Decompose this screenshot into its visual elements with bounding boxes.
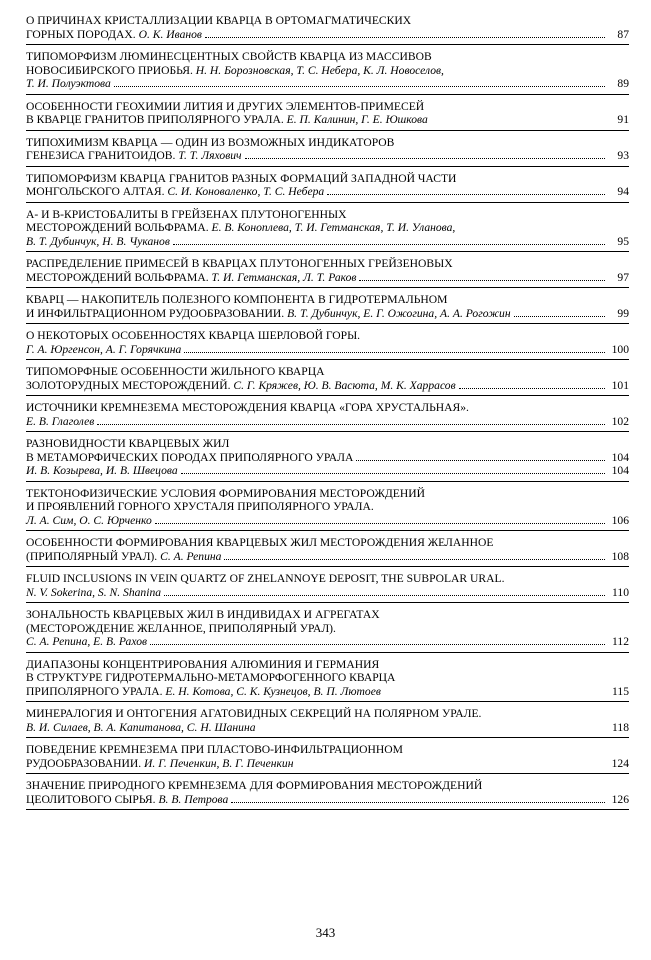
toc-entry[interactable]: [26, 365, 629, 396]
toc-entry[interactable]: [26, 658, 629, 703]
toc-entry[interactable]: [26, 707, 629, 738]
entry-page-number[interactable]: 104: [611, 464, 629, 477]
entry-authors: В. Т. Дубинчук, Н. В. Чуканов: [26, 234, 170, 248]
entry-page-number[interactable]: 124: [611, 756, 629, 770]
entry-authors: С. Г. Кряжев, Ю. В. Васюта, М. К. Харрасов: [233, 378, 456, 392]
entry-authors: С. И. Коноваленко, Т. С. Небера: [167, 185, 325, 198]
toc-entry-line: [26, 608, 629, 622]
entry-authors: Т. И. Гетманская, Л. Т. Раков: [211, 270, 357, 284]
entry-title: РАЗНОВИДНОСТИ КВАРЦЕВЫХ ЖИЛ: [26, 437, 230, 450]
dot-leader: [97, 424, 605, 425]
entry-title: ТЕКТОНОФИЗИЧЕСКИЕ УСЛОВИЯ ФОРМИРОВАНИЯ МЕСТОРОЖДЕНИЙ: [26, 486, 425, 500]
entry-page-number[interactable]: 94: [617, 185, 629, 198]
dot-leader: [173, 244, 605, 245]
toc-entry[interactable]: [26, 779, 629, 810]
toc-entry-line: [26, 28, 629, 42]
toc-entry[interactable]: [26, 14, 629, 45]
toc-entry[interactable]: [26, 208, 629, 253]
toc-entry-line: [26, 365, 629, 379]
entry-authors: В. И. Силаев, В. А. Капитанова, С. Н. Шанина: [26, 720, 256, 734]
entry-page-number[interactable]: 102: [611, 414, 629, 428]
toc-entry-line: [26, 685, 629, 699]
entry-page-number[interactable]: 89: [617, 77, 629, 90]
toc-entry-line: [26, 415, 629, 429]
toc-entry-line: [26, 379, 629, 393]
dot-leader: [224, 559, 605, 560]
toc-entry-line: [26, 622, 629, 636]
toc-entry[interactable]: [26, 608, 629, 653]
entry-title: НОВОСИБИРСКОГО ПРИОБЬЯ.: [26, 63, 196, 77]
toc-entry-line: [26, 437, 629, 451]
toc-entry[interactable]: [26, 329, 629, 360]
entry-title: ИСТОЧНИКИ КРЕМНЕЗЕМА МЕСТОРОЖДЕНИЯ КВАРЦА «ГОРА ХРУСТАЛЬНАЯ».: [26, 401, 469, 414]
toc-entry-line: [26, 235, 629, 249]
entry-page-number[interactable]: 110: [612, 585, 629, 599]
entry-page-number[interactable]: 106: [611, 513, 629, 527]
entry-title: В МЕТАМОРФИЧЕСКИХ ПОРОДАХ ПРИПОЛЯРНОГО УРАЛА: [26, 450, 354, 464]
toc-entry-line: [26, 185, 629, 199]
entry-authors: О. К. Иванов: [138, 27, 202, 41]
entry-title: МЕСТОРОЖДЕНИЙ ВОЛЬФРАМА.: [26, 270, 212, 284]
dot-leader: [514, 316, 605, 317]
toc-entry-line: [26, 707, 629, 721]
entry-authors: И. Г. Печенкин, В. Г. Печенкин: [144, 756, 294, 770]
entry-title: ПОВЕДЕНИЕ КРЕМНЕЗЕМА ПРИ ПЛАСТОВО-ИНФИЛЬТРАЦИОННОМ: [26, 743, 403, 756]
dot-leader: [205, 37, 605, 38]
toc-entry-line: [26, 572, 629, 586]
entry-title: И ИНФИЛЬТРАЦИОННОМ РУДООБРАЗОВАНИИ.: [26, 306, 288, 320]
entry-authors: С. А. Репина, Е. В. Рахов: [26, 635, 148, 648]
entry-title: В КВАРЦЕ ГРАНИТОВ ПРИПОЛЯРНОГО УРАЛА.: [26, 113, 287, 126]
entry-title: ЗОНАЛЬНОСТЬ КВАРЦЕВЫХ ЖИЛ В ИНДИВИДАХ И АГРЕГАТАХ: [26, 608, 380, 621]
entry-authors: Г. А. Юргенсон, А. Г. Горячкина: [26, 342, 182, 356]
entry-authors: N. V. Sokerina, S. N. Shanina: [26, 585, 162, 599]
dot-leader: [231, 802, 605, 803]
toc-entry-line: [26, 757, 629, 771]
toc-entry-line: [26, 536, 629, 550]
toc-entry-line: [26, 136, 629, 150]
toc-entry-line: [26, 50, 629, 64]
dot-leader: [150, 644, 605, 645]
entry-title: МИНЕРАЛОГИЯ И ОНТОГЕНИЯ АГАТОВИДНЫХ СЕКРЕЦИЙ НА ПОЛЯРНОМ УРАЛЕ.: [26, 707, 482, 720]
entry-title: ТИПОМОРФНЫЕ ОСОБЕННОСТИ ЖИЛЬНОГО КВАРЦА: [26, 365, 325, 378]
toc-entry-line: [26, 500, 629, 514]
dot-leader: [359, 280, 605, 281]
entry-title: О ПРИЧИНАХ КРИСТАЛЛИЗАЦИИ КВАРЦА В ОРТОМАГМАТИЧЕСКИХ: [26, 14, 412, 27]
entry-page-number[interactable]: 118: [612, 720, 629, 734]
dot-leader: [184, 352, 605, 353]
toc-entry[interactable]: [26, 536, 629, 567]
entry-authors: Н. Н. Борозновская, Т. С. Небера, К. Л. Новоселов,: [195, 63, 444, 77]
toc-entry-line: [26, 721, 629, 735]
entry-page-number[interactable]: 87: [617, 27, 629, 41]
toc-entry-line: [26, 307, 629, 321]
entry-title: И ПРОЯВЛЕНИЙ ГОРНОГО ХРУСТАЛЯ ПРИПОЛЯРНОГО УРАЛА.: [26, 500, 374, 513]
entry-authors: С. А. Репина: [160, 549, 222, 563]
toc-entry-line: [26, 221, 629, 235]
entry-authors: Л. А. Сим, О. С. Юрченко: [26, 513, 152, 527]
entry-authors: Е. В. Глаголев: [26, 414, 95, 428]
entry-page-number[interactable]: 126: [611, 792, 629, 806]
toc-entry-line: [26, 100, 629, 114]
entry-title: ОСОБЕННОСТИ ФОРМИРОВАНИЯ КВАРЦЕВЫХ ЖИЛ МЕСТОРОЖДЕНИЯ ЖЕЛАННОЕ: [26, 536, 494, 549]
entry-title: РАСПРЕДЕЛЕНИЕ ПРИМЕСЕЙ В КВАРЦАХ ПЛУТОНОГЕННЫХ ГРЕЙЗЕНОВЫХ: [26, 257, 453, 270]
entry-page-number[interactable]: 115: [612, 684, 629, 698]
entry-authors: И. В. Козырева, И. В. Швецова: [26, 464, 178, 477]
entry-page-number[interactable]: 112: [612, 635, 629, 648]
dot-leader: [327, 194, 605, 195]
toc-entry[interactable]: [26, 743, 629, 774]
toc-entry-line: [26, 257, 629, 271]
toc-entry-line: [26, 113, 629, 127]
toc-entry-line: [26, 14, 629, 28]
entry-title: ТИПОХИМИЗМ КВАРЦА — ОДИН ИЗ ВОЗМОЖНЫХ ИНДИКАТОРОВ: [26, 135, 395, 149]
entry-page-number[interactable]: 97: [617, 270, 629, 284]
entry-page-number[interactable]: 100: [611, 342, 629, 356]
entry-authors: Е. П. Калинин, Г. Е. Юшкова: [286, 113, 428, 126]
entry-title: ЗНАЧЕНИЕ ПРИРОДНОГО КРЕМНЕЗЕМА ДЛЯ ФОРМИРОВАНИЯ МЕСТОРОЖДЕНИЙ: [26, 779, 483, 792]
entry-title: ГЕНЕЗИСА ГРАНИТОИДОВ.: [26, 149, 179, 162]
toc-entry-line: [26, 64, 629, 78]
dot-leader: [155, 523, 605, 524]
toc-entry-line: [26, 793, 629, 807]
entry-page-number[interactable]: 91: [617, 113, 629, 126]
toc-entry[interactable]: [26, 100, 629, 131]
entry-title: В СТРУКТУРЕ ГИДРОТЕРМАЛЬНО-МЕТАМОРФОГЕННОГО КВАРЦА: [26, 671, 396, 684]
entry-page-number[interactable]: 104: [611, 450, 629, 464]
entry-authors: В. В. Петрова: [158, 792, 229, 806]
entry-title: ЗОЛОТОРУДНЫХ МЕСТОРОЖДЕНИЙ.: [26, 378, 234, 392]
entry-title: ГОРНЫХ ПОРОДАХ.: [26, 27, 139, 41]
entry-authors: Е. В. Коноплева, Т. И. Гетманская, Т. И. Уланова,: [211, 221, 456, 234]
toc-entry-line: [26, 586, 629, 600]
dot-leader: [245, 158, 605, 159]
toc-entry-line: [26, 293, 629, 307]
toc-entry-line: [26, 514, 629, 528]
entry-title: Α- И Β-КРИСТОБАЛИТЫ В ГРЕЙЗЕНАХ ПЛУТОНОГЕННЫХ: [26, 207, 347, 221]
dot-leader: [356, 460, 605, 461]
entry-page-number[interactable]: 95: [617, 234, 629, 248]
toc-entry[interactable]: [26, 172, 629, 203]
toc-entry-line: [26, 401, 629, 415]
entry-title: ТИПОМОРФИЗМ ЛЮМИНЕСЦЕНТНЫХ СВОЙСТВ КВАРЦА ИЗ МАССИВОВ: [26, 50, 432, 63]
entry-title: FLUID INCLUSIONS IN VEIN QUARTZ OF ZHELANNOYE DEPOSIT, THE SUBPOLAR URAL.: [26, 572, 505, 585]
toc-entry[interactable]: [26, 50, 629, 95]
toc-entry-line: [26, 671, 629, 685]
entry-authors: Е. Н. Котова, С. К. Кузнецов, В. П. Лютоев: [165, 684, 381, 698]
toc-entry-line: [26, 464, 629, 478]
toc-entry-line: [26, 271, 629, 285]
toc-entry[interactable]: [26, 136, 629, 167]
entry-page-number[interactable]: 93: [617, 149, 629, 162]
entry-title: ЦЕОЛИТОВОГО СЫРЬЯ.: [26, 792, 159, 806]
entry-title: ТИПОМОРФИЗМ КВАРЦА ГРАНИТОВ РАЗНЫХ ФОРМАЦИЙ ЗАПАДНОЙ ЧАСТИ: [26, 171, 457, 185]
toc-entry-line: [26, 635, 629, 649]
toc-entry[interactable]: [26, 293, 629, 324]
entry-title: РУДООБРАЗОВАНИИ.: [26, 756, 145, 770]
toc-entry-line: [26, 172, 629, 186]
entry-page-number[interactable]: 108: [611, 549, 629, 563]
entry-title: (ПРИПОЛЯРНЫЙ УРАЛ).: [26, 549, 161, 563]
toc-entry-line: [26, 343, 629, 357]
toc-entry[interactable]: [26, 401, 629, 432]
toc-entry-line: [26, 329, 629, 343]
entry-page-number[interactable]: 99: [617, 306, 629, 320]
toc-entry-line: [26, 743, 629, 757]
entry-title: О НЕКОТОРЫХ ОСОБЕННОСТЯХ КВАРЦА ШЕРЛОВОЙ ГОРЫ.: [26, 329, 361, 342]
dot-leader: [459, 388, 605, 389]
toc-entry-line: [26, 658, 629, 672]
dot-leader: [181, 473, 605, 474]
dot-leader: [164, 595, 605, 596]
table-of-contents: [26, 14, 629, 815]
toc-entry[interactable]: [26, 572, 629, 603]
entry-authors: В. Т. Дубинчук, Е. Г. Ожогина, А. А. Рогожин: [287, 306, 511, 320]
toc-entry-line: [26, 550, 629, 564]
entry-authors: Т. Т. Ляхович: [178, 149, 242, 162]
toc-entry[interactable]: [26, 257, 629, 288]
entry-title: ДИАПАЗОНЫ КОНЦЕНТРИРОВАНИЯ АЛЮМИНИЯ И ГЕРМАНИЯ: [26, 657, 380, 671]
toc-entry-line: [26, 451, 629, 465]
entry-title: ОСОБЕННОСТИ ГЕОХИМИИ ЛИТИЯ И ДРУГИХ ЭЛЕМЕНТОВ-ПРИМЕСЕЙ: [26, 99, 425, 113]
page-number: 343: [315, 925, 336, 940]
toc-entry-line: [26, 208, 629, 222]
entry-title: МОНГОЛЬСКОГО АЛТАЯ.: [26, 185, 168, 198]
dot-leader: [114, 86, 605, 87]
toc-entry[interactable]: [26, 437, 629, 482]
toc-entry[interactable]: [26, 487, 629, 532]
toc-entry-line: [26, 779, 629, 793]
entry-title: КВАРЦ — НАКОПИТЕЛЬ ПОЛЕЗНОГО КОМПОНЕНТА В ГИДРОТЕРМАЛЬНОМ: [26, 293, 448, 306]
entry-title: (МЕСТОРОЖДЕНИЕ ЖЕЛАННОЕ, ПРИПОЛЯРНЫЙ УРАЛ).: [26, 621, 336, 635]
entry-page-number[interactable]: 101: [611, 378, 629, 392]
entry-authors: Т. И. Полуэктова: [26, 77, 111, 90]
toc-entry-line: [26, 77, 629, 91]
entry-title: МЕСТОРОЖДЕНИЙ ВОЛЬФРАМА.: [26, 221, 212, 234]
toc-entry-line: [26, 487, 629, 501]
toc-entry-line: [26, 149, 629, 163]
entry-title: ПРИПОЛЯРНОГО УРАЛА.: [26, 684, 166, 698]
